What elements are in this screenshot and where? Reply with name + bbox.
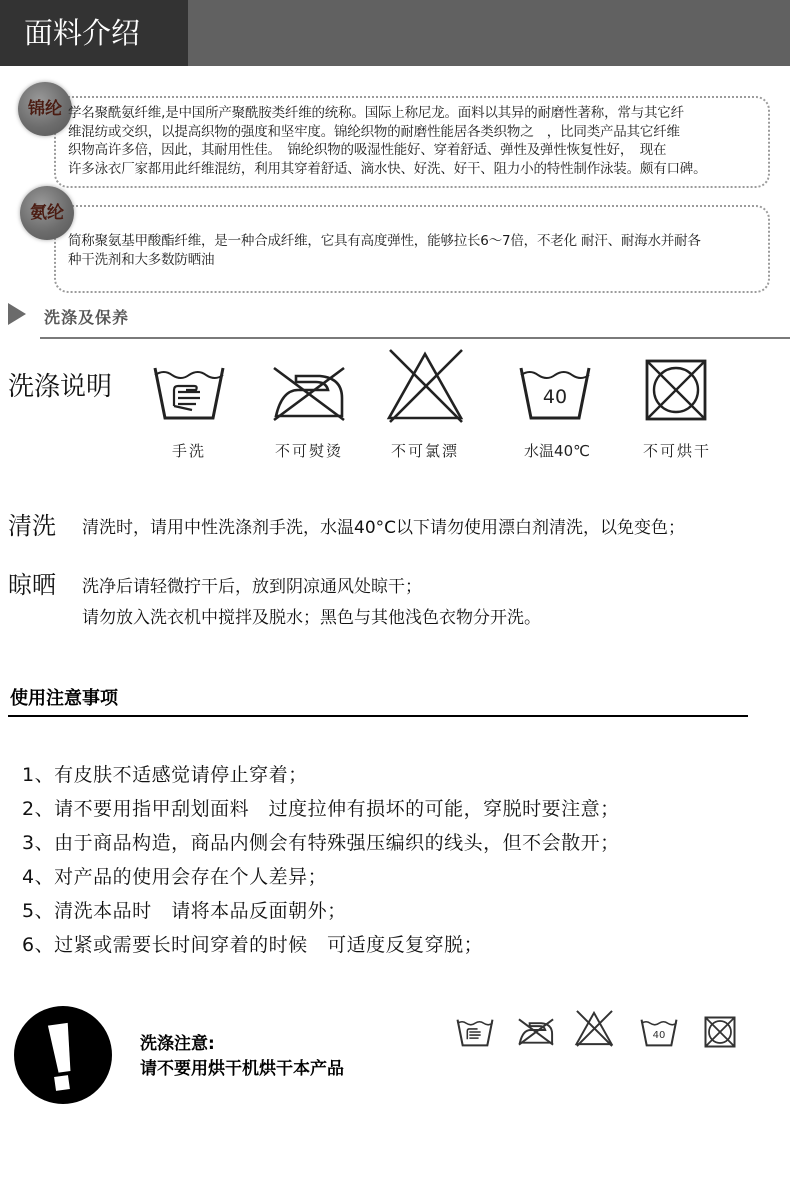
no-bleach-icon: [384, 346, 466, 424]
text-line: 简称聚氨基甲酸酯纤维，是一种合成纤维，它具有高度弹性，能够拉长6～7倍，不老化 耐汗、耐海水并耐各: [68, 233, 701, 249]
no-tumble-dry-label: 不可烘干: [642, 442, 711, 460]
no-iron-icon: [516, 1016, 556, 1046]
temperature-value: 40: [652, 1030, 666, 1041]
fabric-badge-nylon: 锦纶: [18, 82, 72, 136]
no-bleach-icon: [574, 1008, 614, 1048]
fabric-description-spandex: [68, 232, 768, 269]
hand-wash-icon: [152, 362, 226, 422]
no-bleach-label: 不可氯漂: [390, 442, 459, 460]
dry-label: 晾晒: [8, 571, 56, 599]
no-iron-label: 不可熨烫: [274, 442, 343, 460]
hand-wash-icon: [456, 1016, 494, 1048]
notes-divider: [8, 715, 748, 717]
hand-wash-label: 手洗: [171, 442, 206, 460]
fabric-badge-spandex: 氨纶: [20, 186, 74, 240]
notes-title: 使用注意事项: [10, 688, 118, 709]
warning-heading: 洗涤注意:: [140, 1034, 215, 1054]
warning-body: 请不要用烘干机烘干本产品: [140, 1059, 344, 1079]
text-line: 许多泳衣厂家都用此纤维混纺，利用其穿着舒适、滴水快、好洗、好干、阻力小的特性制作泳装。颇有口碑。: [68, 160, 707, 177]
text-line: 维混纺或交织，以提高织物的强度和坚牢度。锦纶织物的耐磨性能居各类织物之 ，比同类产品其它纤维: [68, 123, 680, 140]
water-temp-40-icon: [518, 362, 592, 422]
warning-icon: [14, 1006, 112, 1104]
note-item: 4、对产品的使用会存在个人差异；: [22, 866, 328, 888]
dry-text-1: 洗净后请轻微拧干后，放到阴凉通风处晾干；: [82, 577, 422, 597]
no-tumble-dry-icon: [704, 1016, 736, 1048]
care-title: 洗涤说明: [8, 372, 113, 402]
temperature-value: 40: [542, 386, 568, 408]
note-item: 6、过紧或需要长时间穿着的时候 可适度反复穿脱；: [22, 934, 484, 956]
section-divider: [40, 337, 790, 339]
wash-text: 清洗时，请用中性洗涤剂手洗，水温40°C以下请勿使用漂白剂清洗，以免变色；: [82, 518, 686, 538]
water-temp-40-icon: [640, 1016, 678, 1048]
section-title-wash: 洗涤及保养: [44, 308, 130, 327]
note-item: 5、清洗本品时 请将本品反面朝外；: [22, 900, 347, 922]
note-item: 2、请不要用指甲刮划面料 过度拉伸有损坏的可能，穿脱时要注意；: [22, 798, 620, 820]
note-item: 1、有皮肤不适感觉请停止穿着；: [22, 764, 308, 786]
page-title: 面料介绍: [0, 0, 188, 66]
dry-text-2: 请勿放入洗衣机中搅拌及脱水；黑色与其他浅色衣物分开洗。: [82, 608, 541, 628]
fabric-description-nylon: [68, 104, 768, 178]
water-temp-label: 水温40℃: [524, 442, 590, 460]
no-tumble-dry-icon: [644, 358, 708, 422]
text-line: 种干洗剂和大多数防晒油: [68, 251, 215, 268]
text-line: 学名聚酰氨纤维,是中国所产聚酰胺类纤维的统称。国际上称尼龙。面料以其异的耐磨性著称，常与其它纤: [68, 105, 684, 121]
note-item: 3、由于商品构造，商品内侧会有特殊强压编织的线头，但不会散开；: [22, 832, 620, 854]
text-line: 织物高许多倍，因此，其耐用性佳。 锦纶织物的吸湿性能好、穿着舒适、弹性及弹性恢复性好， 现在: [68, 142, 667, 159]
wash-label: 清洗: [8, 512, 56, 540]
header-bar: [0, 0, 790, 66]
section-arrow-icon: [8, 303, 26, 325]
no-iron-icon: [268, 362, 350, 422]
